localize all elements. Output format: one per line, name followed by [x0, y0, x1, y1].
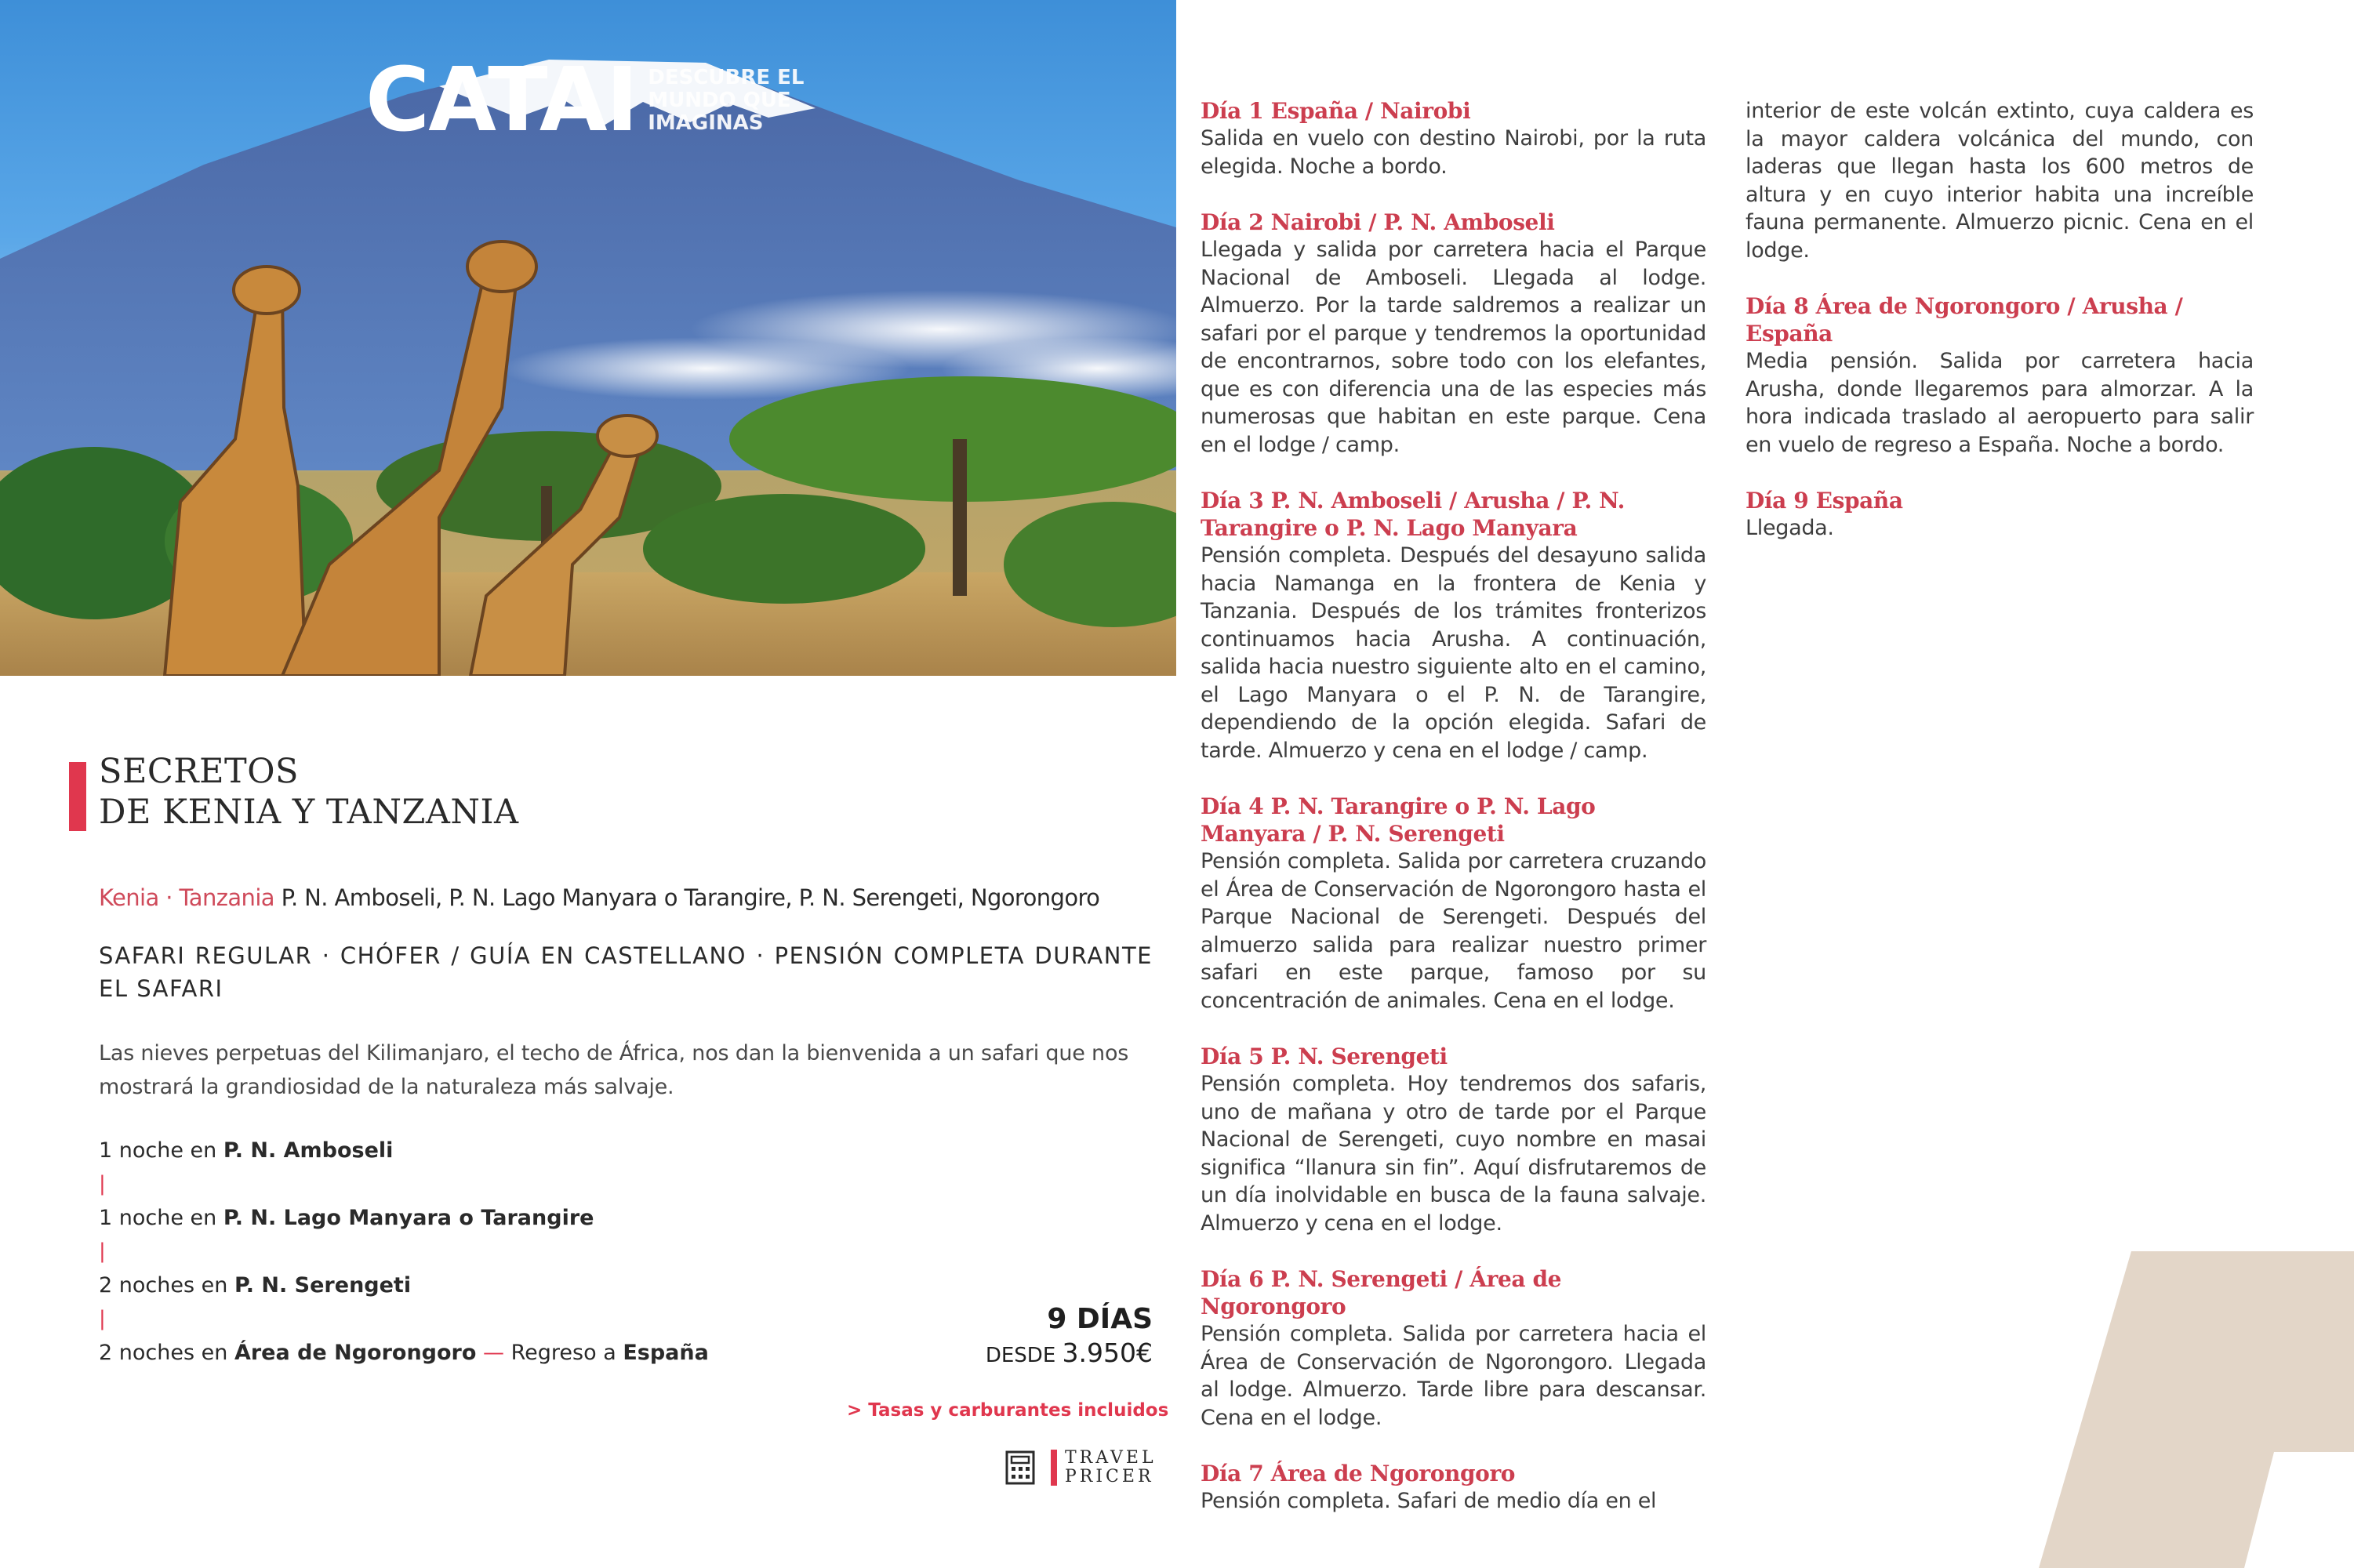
- day-title: Día 7 Área de Ngorongoro: [1201, 1461, 1516, 1486]
- day-text: Pensión completa. Hoy tendremos dos safaris, uno de mañana y otro de tarde por el Parque Nacional de Serengeti, cuyo nombre en masai significa “llanura sin fin”. Aquí disfrutaremos de un día inolvidable en busca de la fauna salvaje. Almuerzo y cena en el lodge.: [1201, 1072, 1706, 1236]
- catai-logo: [365, 49, 805, 151]
- itinerary-prefix: 2 noches en: [99, 1273, 228, 1298]
- day-block: [1746, 487, 2254, 543]
- day-text: Pensión completa. Después del desayuno salida hacia Namanga en la frontera de Kenia y Tanzania. Después de los trámites fronterizos continuamos hacia Arusha. A continuación, salida hacia nuestro siguiente alto en el camino, el Lago Manyara o el P. N. de Tarangire, dependiendo de la opción elegida. Safari de tarde. Almuerzo y cena en el lodge / camp.: [1201, 543, 1706, 763]
- tagline-line-1: DESCUBRE EL: [648, 65, 805, 89]
- title-accent-bar: [69, 762, 86, 831]
- itinerary-row: [99, 1336, 709, 1370]
- day-text: Media pensión. Salida por carretera hacia Arusha, donde llegaremos para almorzar. A la hora indicada traslado al aeropuerto para salir en vuelo de regreso a España. Noche a bordo.: [1746, 349, 2254, 457]
- price-box: [878, 1301, 1153, 1371]
- travel-pricer-text: [1065, 1449, 1157, 1486]
- day-text: Pensión completa. Salida por carretera cruzando el Área de Conservación de Ngorongoro hasta el Parque Nacional de Serengeti. Después del almuerzo salida para realizar nuestro primer safari en este parque, famoso por su concentración de animales. Cena en el lodge.: [1201, 849, 1706, 1013]
- day-text: Pensión completa. Safari de medio día en el: [1201, 1489, 1657, 1513]
- trip-duration: 9 DÍAS: [1047, 1303, 1153, 1335]
- destination-line: [99, 884, 1099, 911]
- itinerary-row: [99, 1269, 709, 1302]
- destination-countries: Kenia · Tanzania: [99, 884, 274, 911]
- itinerary-return-label: Regreso a: [510, 1341, 616, 1365]
- price-line: [878, 1338, 1153, 1371]
- day-title: Día 9 España: [1746, 488, 1903, 514]
- itinerary-place: P. N. Amboseli: [223, 1138, 394, 1163]
- trip-intro: Las nieves perpetuas del Kilimanjaro, el techo de África, nos dan la bienvenida a un safari que nos mostrará la grandiosidad de la naturaleza más salvaje.: [99, 1041, 1129, 1099]
- tasas-link[interactable]: > Tasas y carburantes incluidos: [847, 1400, 1169, 1421]
- hero-image: [0, 0, 1176, 676]
- itinerary-row: [99, 1134, 709, 1167]
- itinerary-place: P. N. Lago Manyara o Tarangire: [223, 1206, 594, 1230]
- day-block: [1201, 1043, 1706, 1237]
- tagline-line-3: IMAGINAS: [648, 111, 764, 135]
- price-amount: 3.950€: [1062, 1338, 1153, 1368]
- day-title: Día 8 Área de Ngorongoro / Arusha / España: [1746, 293, 2183, 347]
- day-title: Día 4 P. N. Tarangire o P. N. Lago Manyara / P. N. Serengeti: [1201, 793, 1596, 847]
- itinerary-summary: [99, 1134, 709, 1370]
- itinerary-column-1: [1201, 97, 1706, 1544]
- day-block: [1201, 209, 1706, 459]
- itinerary-separator: |: [99, 1240, 106, 1263]
- itinerary-place: Área de Ngorongoro: [234, 1341, 477, 1365]
- day-title: Día 1 España / Nairobi: [1201, 98, 1471, 124]
- day-block: [1201, 97, 1706, 180]
- title-line-2: DE KENIA Y TANZANIA: [99, 793, 519, 832]
- travel-pricer-badge[interactable]: [1005, 1449, 1157, 1486]
- day-text: Llegada y salida por carretera hacia el Parque Nacional de Amboseli. Llegada al lodge. Almuerzo. Por la tarde saldremos a realizar un safari por el parque y tendremos la oportunidad de encontrarnos, sobre todo con los elefantes, que es con diferencia una de las especies más numerosas que habitan en este parque. Cena en el lodge / camp.: [1201, 238, 1706, 457]
- day-title: Día 2 Nairobi / P. N. Amboseli: [1201, 209, 1555, 235]
- title-line-1: SECRETOS: [99, 752, 299, 791]
- itinerary-place: P. N. Serengeti: [234, 1273, 412, 1298]
- logo-tagline: [648, 67, 805, 135]
- itinerary-separator: |: [99, 1172, 106, 1196]
- price-from-label: DESDE: [985, 1344, 1056, 1367]
- calculator-icon: [1005, 1450, 1035, 1485]
- day-text: Salida en vuelo con destino Nairobi, por la ruta elegida. Noche a bordo.: [1201, 126, 1706, 179]
- itinerary-row: [99, 1201, 709, 1235]
- page-title: [99, 751, 519, 833]
- itinerary-prefix: 2 noches en: [99, 1341, 228, 1365]
- day-block: [1746, 97, 2254, 264]
- day-title: Día 6 P. N. Serengeti / Área de Ngorongoro: [1201, 1266, 1562, 1319]
- destination-places: P. N. Amboseli, P. N. Lago Manyara o Tarangire, P. N. Serengeti, Ngorongoro: [281, 884, 1100, 911]
- travel-pricer-line-2: PRICER: [1065, 1467, 1154, 1486]
- day-block: [1201, 1460, 1706, 1515]
- travel-pricer-line-1: TRAVEL: [1065, 1448, 1157, 1468]
- travel-pricer-bar: [1051, 1450, 1057, 1486]
- day-block: [1746, 292, 2254, 459]
- itinerary-prefix: 1 noche en: [99, 1138, 217, 1163]
- day-text: interior de este volcán extinto, cuya caldera es la mayor caldera volcánica del mundo, con laderas que llegan hasta los 600 metros de altura y en cuyo interior habita una increíble fauna permanente. Almuerzo picnic. Cena en el lodge.: [1746, 99, 2254, 263]
- tagline-line-2: MUNDO QUE: [648, 88, 791, 112]
- itinerary-separator: |: [99, 1307, 106, 1330]
- day-title: Día 5 P. N. Serengeti: [1201, 1044, 1448, 1069]
- itinerary-dash: —: [483, 1341, 505, 1365]
- day-text: Llegada.: [1746, 516, 1834, 540]
- day-block: [1201, 793, 1706, 1014]
- trip-features: SAFARI REGULAR · CHÓFER / GUÍA EN CASTELLANO · PENSIÓN COMPLETA DURANTE EL SAFARI: [99, 942, 1153, 1002]
- itinerary-prefix: 1 noche en: [99, 1206, 217, 1230]
- itinerary-return-place: España: [623, 1341, 709, 1365]
- day-title: Día 3 P. N. Amboseli / Arusha / P. N. Tarangire o P. N. Lago Manyara: [1201, 488, 1625, 541]
- day-block: [1201, 487, 1706, 764]
- day-text: Pensión completa. Salida por carretera hacia el Área de Conservación de Ngorongoro. Llegada al lodge. Almuerzo. Tarde libre para descansar. Cena en el lodge.: [1201, 1322, 1706, 1430]
- decorative-shape: [2039, 1251, 2354, 1568]
- day-block: [1201, 1265, 1706, 1432]
- logo-wordmark: CATAI: [365, 49, 638, 151]
- itinerary-column-2: [1746, 97, 2254, 571]
